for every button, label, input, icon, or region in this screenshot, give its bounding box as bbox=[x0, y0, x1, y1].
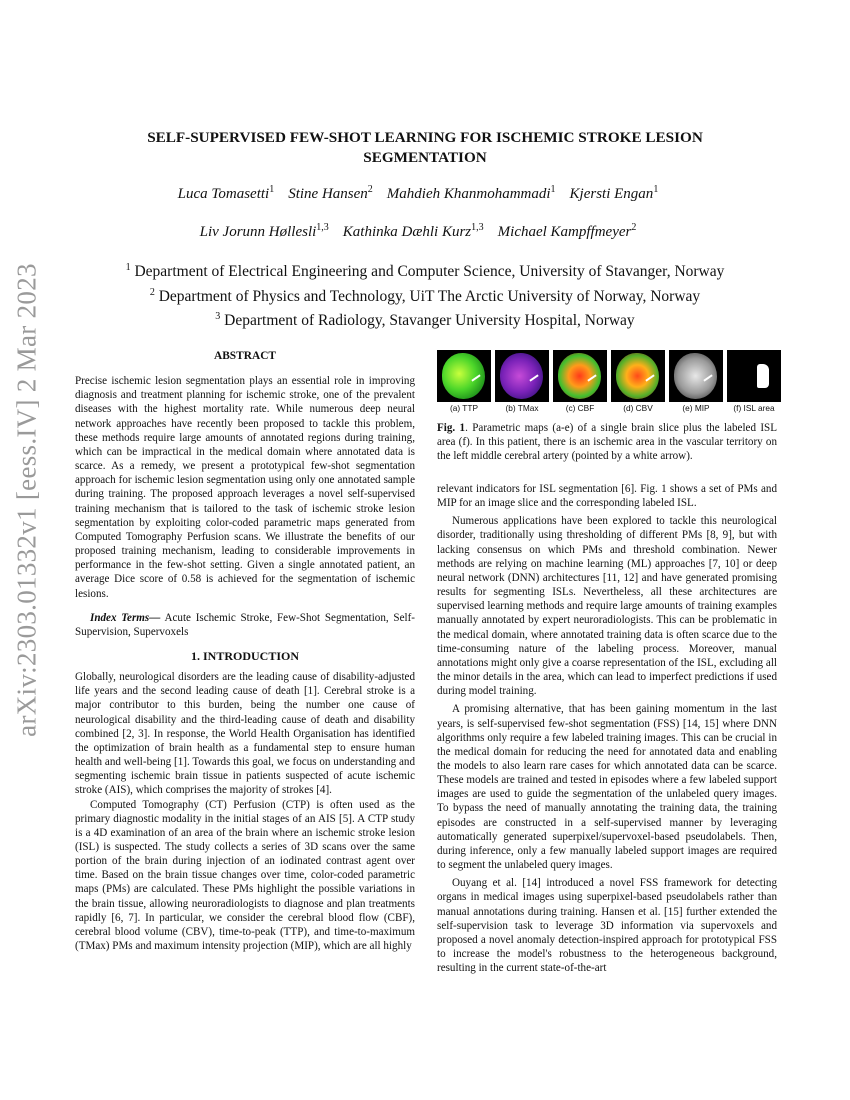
author-name: Mahdieh Khanmohammadi bbox=[386, 186, 551, 202]
intro-paragraph-1: Globally, neurological disorders are the leading cause of disability-adjusted life years and the second leading cause of death [1]. Cerebral stroke is a major contributor to this burden, being the number one cause of neurological disability and the third-leading cause of death and disability combined [2, 3]. In response, the World Health Organisation has identified the optimization of brain health as a fundamental step to ensure human health and well-being [1]. Towards this goal, we focus on understanding and segmenting ischemic brain tissue in patients suspected of acute ischemic stroke (AIS), which comprises the majority of strokes [4]. bbox=[75, 671, 415, 797]
author-affiliation-mark: 1 bbox=[550, 184, 556, 195]
parametric-map-image bbox=[553, 350, 607, 402]
parametric-map-image bbox=[727, 350, 781, 402]
figure-1 bbox=[437, 350, 777, 463]
affiliation-text: Department of Electrical Engineering and Computer Science, University of Stavanger, Norway bbox=[130, 263, 725, 281]
right-paragraph-0: relevant indicators for ISL segmentation [6]. Fig. 1 shows a set of PMs and MIP for an image slice and the corresponding labeled ISL. bbox=[437, 483, 777, 510]
figure-panel bbox=[727, 350, 781, 413]
author-affiliation-mark: 1,3 bbox=[316, 222, 329, 233]
index-terms-label: Index Terms— bbox=[90, 611, 161, 624]
author-name: Liv Jorunn Høllesli bbox=[199, 224, 317, 240]
parametric-map-image bbox=[669, 350, 723, 402]
affiliation-mark: 2 bbox=[149, 286, 155, 298]
affiliations bbox=[60, 258, 790, 332]
affiliation-line bbox=[60, 283, 790, 308]
author-affiliation-mark: 1 bbox=[653, 184, 659, 195]
figure-panel-label: (b) TMax bbox=[505, 403, 539, 413]
author-affiliation-mark: 1 bbox=[269, 184, 275, 195]
figure-caption bbox=[437, 421, 777, 463]
left-column bbox=[75, 349, 415, 953]
author-affiliation-mark: 1,3 bbox=[471, 222, 484, 233]
authors-row-1 bbox=[60, 184, 790, 203]
right-paragraph-3: Ouyang et al. [14] introduced a novel FSS framework for detecting organs in medical images using superpixel-based pseudolabels rather than manual annotations during training. Hansen et al. [15] further extended the self-supervision task to leverage 3D information via supervoxels and proposed a novel anomaly detection-inspired approach for prototypical FSS to increase the model's robustness to the heterogeneous background, resulting in the current state-of-the-art bbox=[437, 877, 777, 975]
intro-heading: 1. INTRODUCTION bbox=[190, 648, 299, 663]
figure-caption-text: . Parametric maps (a-e) of a single brain slice plus the labeled ISL area (f). In this patient, there is an ischemic area in the vascular territory on the left middle cerebral artery (pointed by a white arrow). bbox=[437, 422, 778, 462]
arxiv-identifier bbox=[4, 263, 50, 737]
author-name: Michael Kampffmeyer bbox=[497, 224, 632, 240]
affiliation-mark: 3 bbox=[215, 311, 221, 323]
author-affiliation-mark: 2 bbox=[631, 222, 637, 233]
affiliation-line bbox=[60, 258, 790, 283]
figure-panel-label: (e) MIP bbox=[682, 403, 710, 413]
parametric-map-image bbox=[437, 350, 491, 402]
affiliation-text: Department of Radiology, Stavanger University Hospital, Norway bbox=[220, 312, 635, 330]
figure-panel-label: (f) ISL area bbox=[733, 403, 775, 413]
abstract-text: Precise ischemic lesion segmentation plays an essential role in improving diagnosis and treatment planning for ischemic stroke, one of the prevalent diseases with the highest mortality rate. While numerous deep neural network approaches have recently been proposed to tackle this problem, these methods require large amounts of annotated regions during training, which can be impractical in the medical domain where annotated data is scarce. As a remedy, we present a prototypical few-shot segmentation approach for ischemic lesion segmentation using only one annotated sample during training. The proposed approach leverages a novel self-supervised training mechanism that is tailored to the task of ischemic stroke lesion segmentation by exploiting color-coded parametric maps generated from Computed Tomography Perfusion scans. We illustrate the benefits of our proposed training mechanism, leading to considerable improvements in performance in the few-shot setting. Given a single annotated patient, an average Dice score of 0.58 is achieved for the segmentation of ischemic lesions. bbox=[75, 375, 415, 600]
author-name: Kathinka Dæhli Kurz bbox=[342, 224, 472, 240]
author-affiliation-mark: 2 bbox=[367, 184, 373, 195]
abstract-heading: ABSTRACT bbox=[213, 350, 277, 362]
right-column bbox=[437, 482, 777, 975]
paper-title: SELF-SUPERVISED FEW-SHOT LEARNING FOR ISCHEMIC STROKE LESION SEGMENTATION bbox=[147, 129, 703, 166]
parametric-map-image bbox=[611, 350, 665, 402]
figure-caption-label: Fig. 1 bbox=[437, 422, 466, 434]
figure-panel bbox=[437, 350, 491, 413]
right-paragraph-2: A promising alternative, that has been gaining momentum in the last years, is self-supervised few-shot segmentation (FSS) [14, 15] where DNN algorithms only require a few labeled training images. This can be crucial in the medical domain for reducing the need for annotated data and enabling the models to also learn rare cases for which annotated data can be scarce. These models are trained and tested in episodes where a few labeled support images are used to guide the segmentation of the unlabeled query images. To bypass the need of manually annotating the training data, the training episodes are constructed in a self-supervised manner by leveraging automatically generated superpixel/supervoxel-based pseudolabels. Then, during inference, only a few manually labeled support images are required to segment the unlabeled query images. bbox=[437, 703, 777, 872]
figure-panel-label: (d) CBV bbox=[623, 403, 653, 413]
figure-panel-label: (a) TTP bbox=[450, 403, 478, 413]
affiliation-line bbox=[60, 307, 790, 332]
right-paragraph-1: Numerous applications have been explored to tackle this neurological disorder, traditionally using thresholding of different PMs [8, 9], but with lacking consensus on which PMs and threshold combination. Newer methods are relying on machine learning (ML) approaches [7, 10] or deep neural network (DNN) architectures [11, 12] and have generated promising results for segmenting ISLs. Nevertheless, all these architectures are supervised learning methods and require large amounts of training examples manually annotated by expert neuroradiologists. This can be problematic in the medical domain, where annotated training data is often scarce due to the time-consuming nature of the labeling process. Moreover, manual annotations might only give a coarse representation of the ISL, excluding all the minor details in the area, which can lead to imperfect predictions if used during model training. bbox=[437, 515, 777, 698]
author-name: Kjersti Engan bbox=[569, 186, 654, 202]
affiliation-mark: 1 bbox=[125, 262, 131, 273]
index-terms bbox=[75, 611, 415, 639]
figure-panel bbox=[669, 350, 723, 413]
index-terms-text: Acute Ischemic Stroke, Few-Shot Segmentation, Self-Supervision, Supervoxels bbox=[75, 611, 415, 638]
lesion-mask bbox=[757, 364, 769, 388]
author-name: Luca Tomasetti bbox=[177, 186, 270, 202]
authors-row-2 bbox=[60, 222, 790, 241]
figure-panel-label: (c) CBF bbox=[565, 403, 595, 413]
figure-panel bbox=[553, 350, 607, 413]
figure-panel bbox=[495, 350, 549, 413]
affiliation-text: Department of Physics and Technology, UiT The Arctic University of Norway, Norway bbox=[154, 287, 701, 305]
figure-panels bbox=[437, 350, 777, 413]
parametric-map-image bbox=[495, 350, 549, 402]
arxiv-identifier-text: arXiv:2303.01332v1 [eess.IV] 2 Mar 2023 bbox=[11, 263, 42, 737]
intro-paragraph-2: Computed Tomography (CT) Perfusion (CTP) is often used as the primary diagnostic modality in the initial stages of an AIS [5]. A CTP study is a 4D examination of an area of the brain where an ischemic stroke lesion (ISL) is suspected. The study collects a series of 3D scans over the same portion of the brain during injection of an iodinated contrast agent over time. Based on the brain tissue changes over time, color-coded parametric maps (PMs) are calculated. These PMs highlight the possible variations in the brain tissue, allowing neuroradiologists to diagnose and plan treatments rapidly [6, 7]. In particular, we consider the cerebral blood flow (CBF), cerebral blood volume (CBV), time-to-peak (TTP), and time-to-maximum (TMax) PMs and maximum intensity projection (MIP), which are all highly bbox=[75, 798, 415, 953]
author-name: Stine Hansen bbox=[288, 186, 368, 202]
figure-panel bbox=[611, 350, 665, 413]
